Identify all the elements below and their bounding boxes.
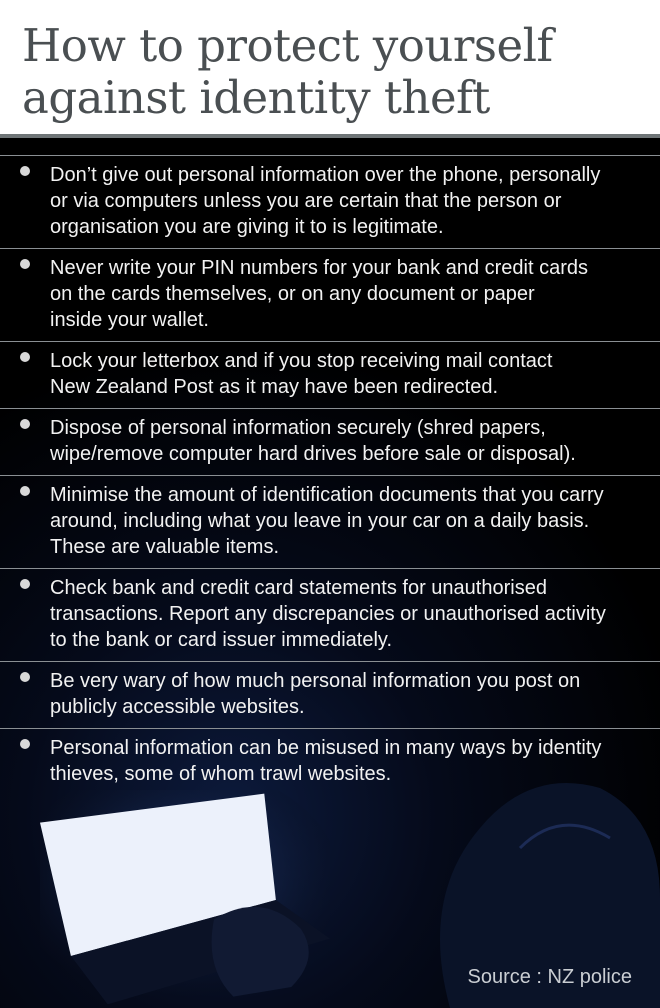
list-item <box>0 408 660 475</box>
title-line-1: How to protect yourself <box>22 19 553 72</box>
bullet-icon <box>20 486 30 496</box>
tips-list <box>0 155 660 795</box>
laptop-illustration <box>40 790 330 1008</box>
bullet-icon <box>20 259 30 269</box>
list-item <box>0 568 660 661</box>
list-item <box>0 248 660 341</box>
bullet-icon <box>20 166 30 176</box>
tip-text: Check bank and credit card statements for unauthorised transactions. Report any discrepancies or unauthorised activity to the bank or card issuer immediately. <box>50 577 606 651</box>
tip-text: Personal information can be misused in many ways by identity thieves, some of whom trawl websites. <box>50 737 602 785</box>
bullet-icon <box>20 419 30 429</box>
bullet-icon <box>20 739 30 749</box>
bullet-icon <box>20 579 30 589</box>
list-item <box>0 475 660 568</box>
bullet-icon <box>20 672 30 682</box>
tip-text: Never write your PIN numbers for your bank and credit cards on the cards themselves, or on any document or paper inside your wallet. <box>50 257 588 331</box>
list-item <box>0 341 660 408</box>
list-item <box>0 155 660 248</box>
tip-text: Lock your letterbox and if you stop receiving mail contact New Zealand Post as it may have been redirected. <box>50 350 553 398</box>
tip-text: Be very wary of how much personal information you post on publicly accessible websites. <box>50 670 581 718</box>
list-item <box>0 728 660 795</box>
bullet-icon <box>20 352 30 362</box>
tip-text: Dispose of personal information securely (shred papers, wipe/remove computer hard drives before sale or disposal). <box>50 417 576 465</box>
header <box>0 0 660 138</box>
page-title <box>22 20 642 124</box>
list-item <box>0 661 660 728</box>
tip-text: Don’t give out personal information over the phone, personally or via computers unless you are certain that the person or organisation you are giving it to is legitimate. <box>50 164 601 238</box>
source-credit: Source : NZ police <box>467 966 632 988</box>
title-line-2: against identity theft <box>22 71 490 124</box>
tip-text: Minimise the amount of identification documents that you carry around, including what you leave in your car on a daily basis. These are valuable items. <box>50 484 604 558</box>
